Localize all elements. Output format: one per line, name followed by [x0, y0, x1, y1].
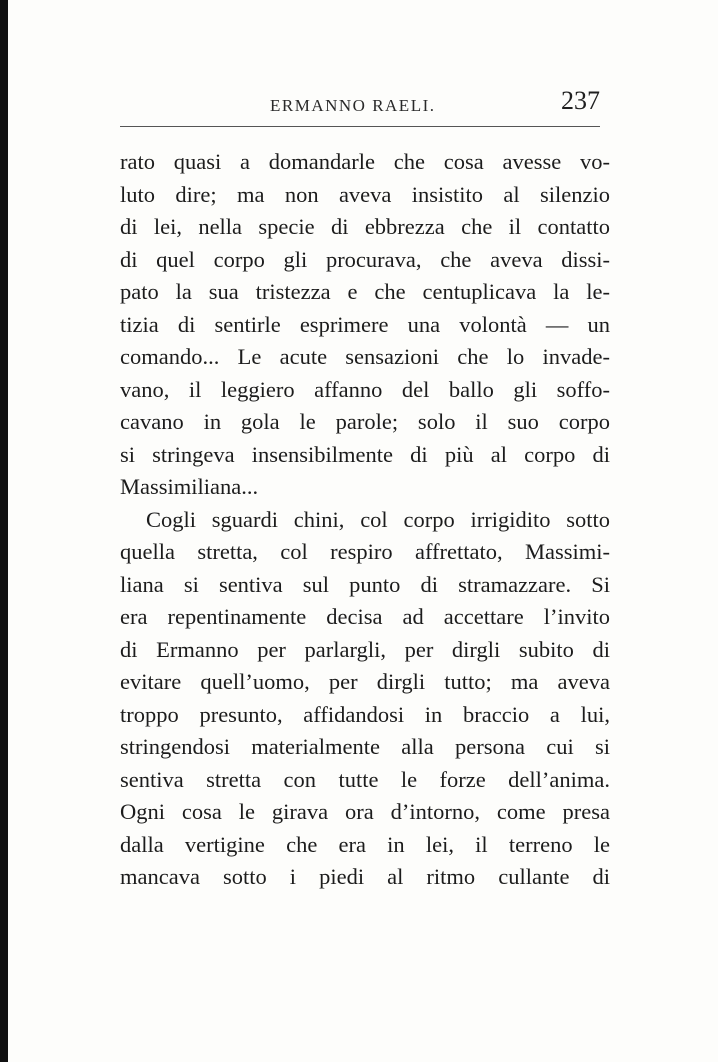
text-line: mancava sotto i piedi al ritmo cullante di [120, 864, 610, 889]
text-line: di lei, nella specie di ebbrezza che il contatto [120, 214, 610, 239]
header-rule [120, 126, 600, 127]
body-text [120, 146, 610, 894]
text-line: dalla vertigine che era in lei, il terreno le [120, 831, 610, 857]
text-line: luto dire; ma non aveva insistito al silenzio [120, 181, 610, 207]
text-line: vano, il leggiero affanno del ballo gli soffo- [120, 376, 610, 402]
text-line: Ogni cosa le girava ora d’intorno, come presa [120, 799, 610, 824]
text-line: tizia di sentirle esprimere una volontà — un [120, 311, 610, 337]
page-header [120, 86, 600, 122]
text-line: pato la sua tristezza e che centuplicava la le- [120, 279, 610, 304]
text-line: troppo presunto, affidandosi in braccio a lui, [120, 701, 610, 727]
text-line: era repentinamente decisa ad accettare l’invito [120, 604, 610, 629]
text-line: stringendosi materialmente alla persona cui si [120, 734, 610, 759]
text-line: liana si sentiva sul punto di stramazzare. Si [120, 571, 610, 597]
text-line: sentiva stretta con tutte le forze dell’anima. [120, 766, 610, 792]
text-line: comando... Le acute sensazioni che lo invade- [120, 344, 610, 369]
text-line: quella stretta, col respiro affrettato, Massimi- [120, 539, 610, 564]
running-head: ERMANNO RAELI. [270, 96, 436, 115]
paragraph-end-line: Massimiliana... [120, 474, 259, 499]
text-line: di quel corpo gli procurava, che aveva dissi- [120, 246, 610, 272]
text-line: si stringeva insensibilmente di più al corpo di [120, 441, 610, 467]
text-line: cavano in gola le parole; solo il suo corpo [120, 409, 610, 434]
text-line: rato quasi a domandarle che cosa avesse vo- [120, 149, 610, 174]
paragraph-start-line: Cogli sguardi chini, col corpo irrigidito sotto [146, 506, 610, 532]
page-number: 237 [561, 86, 600, 115]
text-line: evitare quell’uomo, per dirgli tutto; ma aveva [120, 669, 610, 694]
text-line: di Ermanno per parlargli, per dirgli subito di [120, 636, 610, 662]
page-binding-edge [0, 0, 8, 1062]
